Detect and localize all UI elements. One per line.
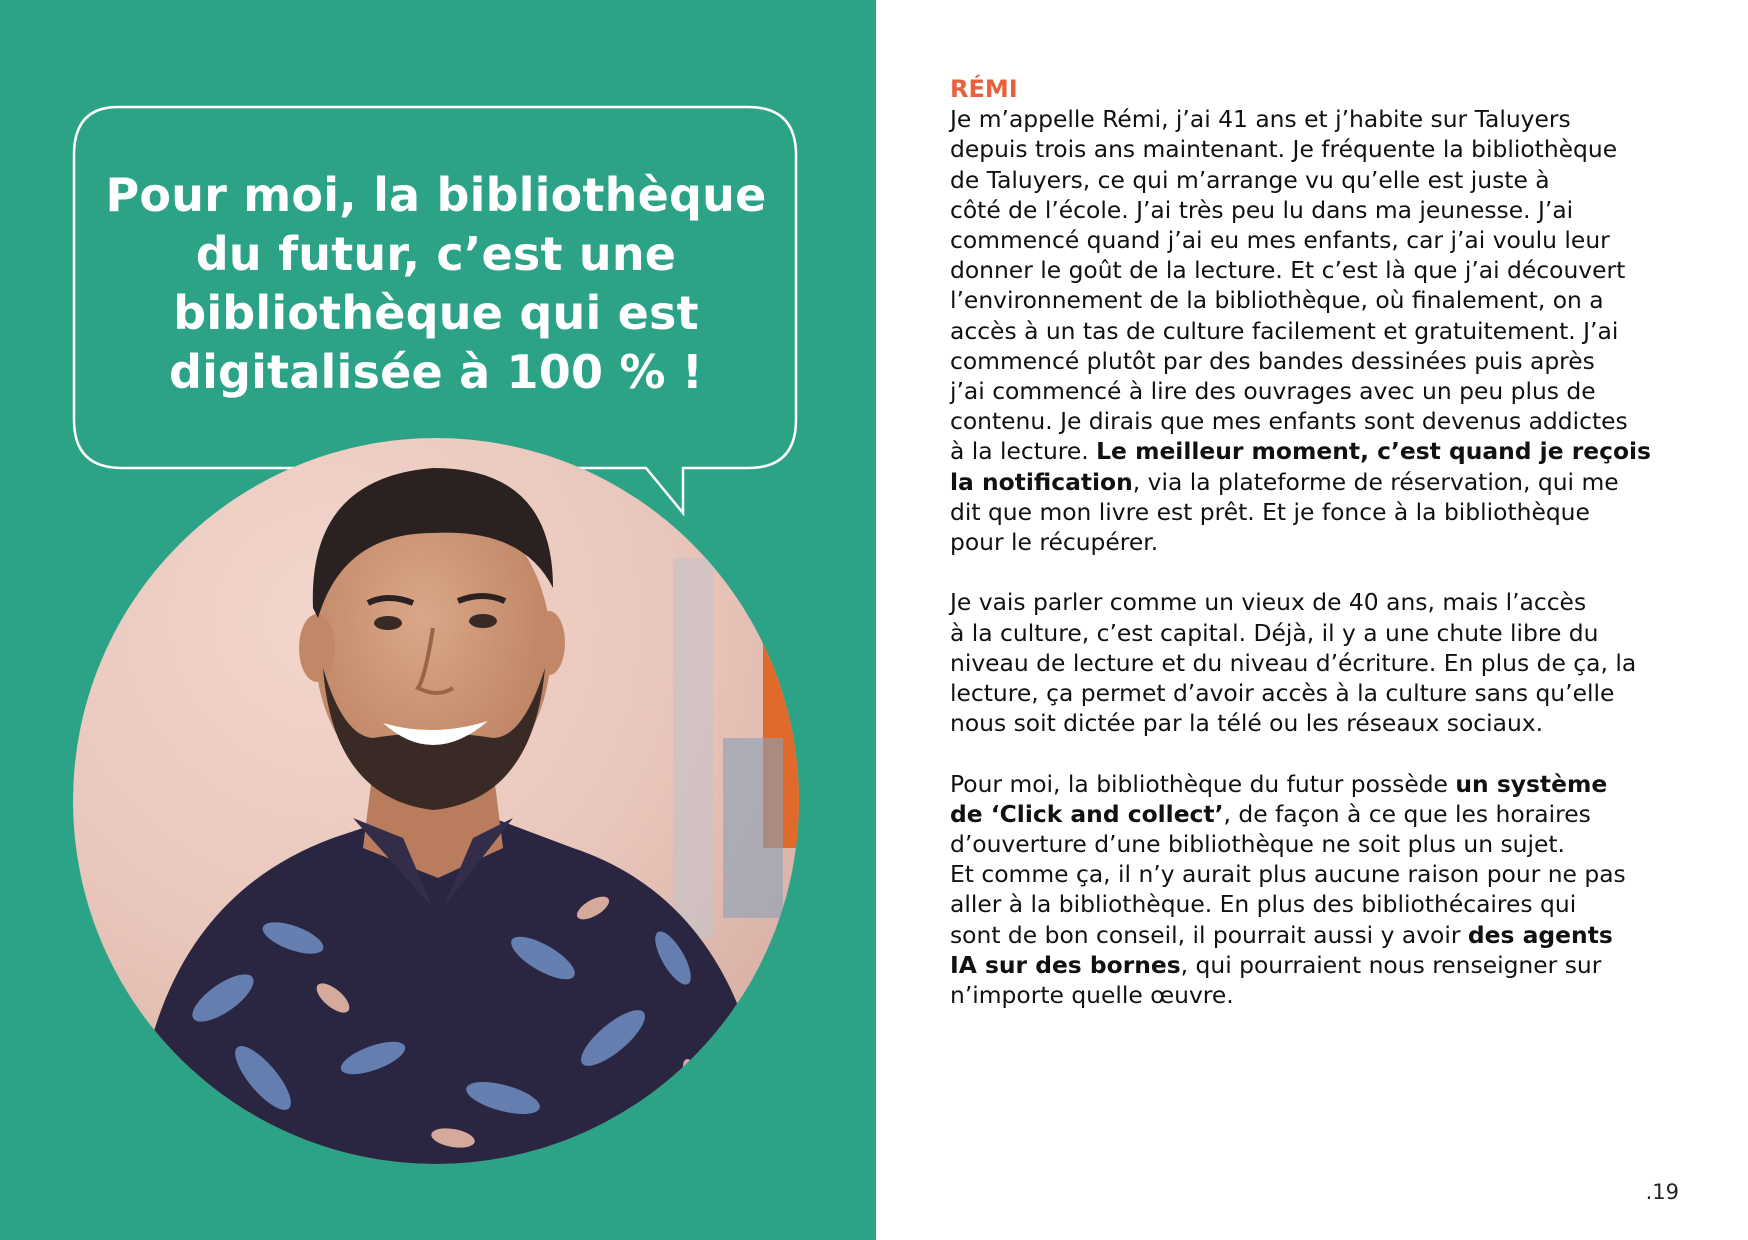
text-line: dit que mon livre est prêt. Et je fonce à la bibliothèque: [950, 497, 1590, 526]
text-line: aller à la bibliothèque. En plus des bibliothécaires qui: [950, 890, 1577, 919]
text-run: , de façon à ce que les horaires: [1223, 799, 1591, 828]
text-line: à la culture, c’est capital. Déjà, il y a une chute libre du: [950, 618, 1599, 647]
text-line: nous soit dictée par la télé ou les réseaux sociaux.: [950, 709, 1544, 738]
text-line: d’ouverture d’une bibliothèque ne soit plus un sujet.: [950, 830, 1565, 859]
text-line: depuis trois ans maintenant. Je fréquente la bibliothèque: [950, 135, 1618, 164]
text-line: [950, 799, 1690, 829]
text-run: sont de bon conseil, il pourrait aussi y avoir: [950, 920, 1468, 949]
text-line: [950, 436, 1690, 466]
text-line: [950, 950, 1690, 980]
quote-line: digitalisée à 100 % !: [168, 345, 704, 399]
text-line: niveau de lecture et du niveau d’écriture. En plus de ça, la: [950, 648, 1637, 677]
text-line: n’importe quelle œuvre.: [950, 981, 1234, 1010]
text-line: Je vais parler comme un vieux de 40 ans, mais l’accès: [950, 588, 1587, 617]
quote-line: du futur, c’est une: [195, 227, 677, 281]
highlight-text: la notification: [950, 467, 1133, 496]
paragraph-gap: [950, 738, 1690, 768]
text-line: contenu. Je dirais que mes enfants sont devenus addictes: [950, 407, 1628, 436]
text-line: accès à un tas de culture facilement et gratuitement. J’ai: [950, 316, 1619, 345]
text-line: donner le goût de la lecture. Et c’est là que j’ai découvert: [950, 256, 1626, 285]
text-line: côté de l’école. J’ai très peu lu dans ma jeunesse. J’ai: [950, 195, 1574, 224]
pull-quote: [76, 166, 796, 402]
quote-line: Pour moi, la bibliothèque: [105, 168, 767, 222]
highlight-text: un système: [1455, 769, 1608, 798]
text-line: [950, 769, 1690, 799]
paragraph-3: [950, 769, 1690, 1011]
text-line: [950, 920, 1690, 950]
text-line: j’ai commencé à lire des ouvrages avec un peu plus de: [950, 377, 1596, 406]
text-run: Pour moi, la bibliothèque du futur possède: [950, 769, 1456, 798]
text-line: l’environnement de la bibliothèque, où finalement, on a: [950, 286, 1604, 315]
highlight-text: IA sur des bornes: [950, 950, 1181, 979]
text-line: lecture, ça permet d’avoir accès à la culture sans qu’elle: [950, 679, 1615, 708]
paragraph-gap: [950, 557, 1690, 587]
quote-line: bibliothèque qui est: [173, 286, 699, 340]
highlight-text: des agents: [1467, 920, 1613, 949]
portrait-photo: [73, 438, 799, 1164]
highlight-text: Le meilleur moment, c’est quand je reçois: [1096, 437, 1651, 466]
text-line: pour le récupérer.: [950, 528, 1159, 557]
text-run: à la lecture.: [950, 437, 1097, 466]
article-author-name: RÉMI: [950, 75, 1018, 103]
paragraph-1: [950, 104, 1690, 557]
text-line: commencé plutôt par des bandes dessinées puis après: [950, 346, 1595, 375]
text-line: Et comme ça, il n’y aurait plus aucune raison pour ne pas: [950, 860, 1626, 889]
page-number: .19: [1645, 1180, 1679, 1204]
highlight-text: de ‘Click and collect’: [950, 799, 1224, 828]
text-line: commencé quand j’ai eu mes enfants, car j’ai voulu leur: [950, 226, 1610, 255]
text-line: de Taluyers, ce qui m’arrange vu qu’elle est juste à: [950, 165, 1550, 194]
article-body: [950, 74, 1690, 1010]
text-run: , via la plateforme de réservation, qui me: [1132, 467, 1619, 496]
text-line: [950, 467, 1690, 497]
text-line: Je m’appelle Rémi, j’ai 41 ans et j’habite sur Taluyers: [950, 105, 1571, 134]
text-run: , qui pourraient nous renseigner sur: [1180, 950, 1602, 979]
paragraph-2: [950, 587, 1690, 738]
